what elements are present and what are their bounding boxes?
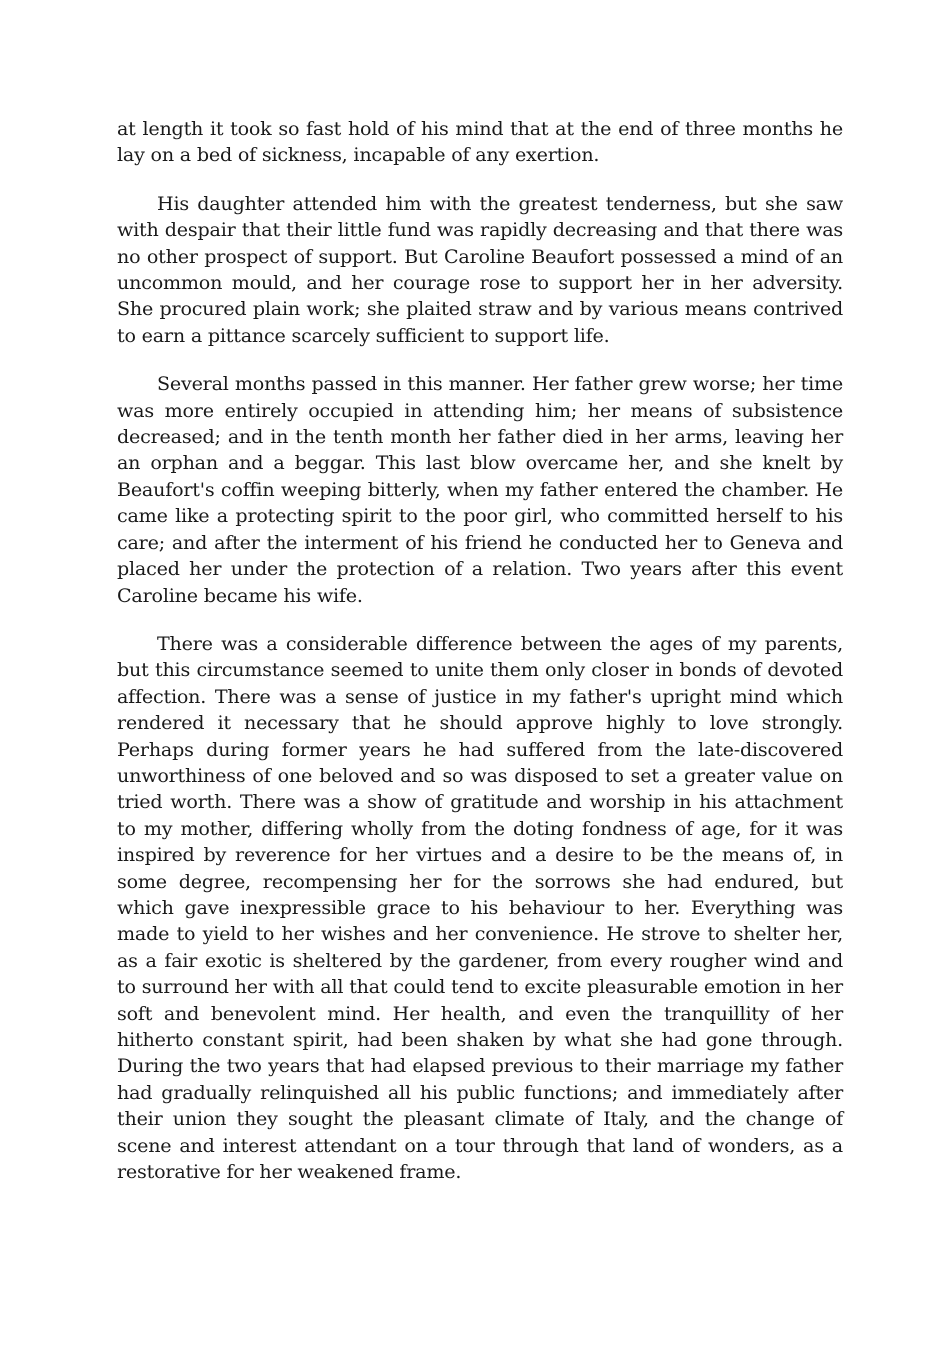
paragraph-continuation: at length it took so fast hold of his mind that at the end of three months he lay on a bed of sickness, incapable of any exertion. (117, 117, 843, 167)
paragraph-parents-marriage: There was a considerable difference between the ages of my parents, but this circumstance seemed to unite them only closer in bonds of devoted affection. There was a sense of justice in my father's upright mind which rendered it necessary that he should approve highly to love strongly. Perhaps during former years he had suffered from the late-discovered unworthiness of one beloved and so was disposed to set a greater value on tried worth. There was a show of gratitude and worship in his attachment to my mother, differing wholly from the doting fondness of age, for it was inspired by reverence for her virtues and a desire to be the means of, in some degree, recompensing her for the sorrows she had endured, but which gave inexpressible grace to his behaviour to her. Everything was made to yield to her wishes and her convenience. He strove to shelter her, as a fair exotic is sheltered by the gardener, from every rougher wind and to surround her with all that could tend to excite pleasurable emotion in her soft and benevolent mind. Her health, and even the tranquillity of her hitherto constant spirit, had been shaken by what she had gone through. During the two years that had elapsed previous to their marriage my father had gradually relinquished all his public functions; and immediately after their union they sought the pleasant climate of Italy, and the change of scene and interest attendant on a tour through that land of wonders, as a restorative for her weakened frame. (117, 631, 843, 1184)
document-page (117, 116, 843, 1207)
paragraph-father-death: Several months passed in this manner. Her father grew worse; her time was more entirely occupied in attending him; her means of subsistence decreased; and in the tenth month her father died in her arms, leaving her an orphan and a beggar. This last blow overcame her, and she knelt by Beaufort's coffin weeping bitterly, when my father entered the chamber. He came like a protecting spirit to the poor girl, who committed herself to his care; and after the interment of his friend he conducted her to Geneva and placed her under the protection of a relation. Two years after this event Caroline became his wife. (117, 372, 843, 607)
paragraph-daughter-tenderness: His daughter attended him with the greatest tenderness, but she saw with despair that their little fund was rapidly decreasing and that there was no other prospect of support. But Caroline Beaufort possessed a mind of an uncommon mould, and her courage rose to support her in her adversity. She procured plain work; she plaited straw and by various means contrived to earn a pittance scarcely sufficient to support life. (117, 191, 843, 347)
